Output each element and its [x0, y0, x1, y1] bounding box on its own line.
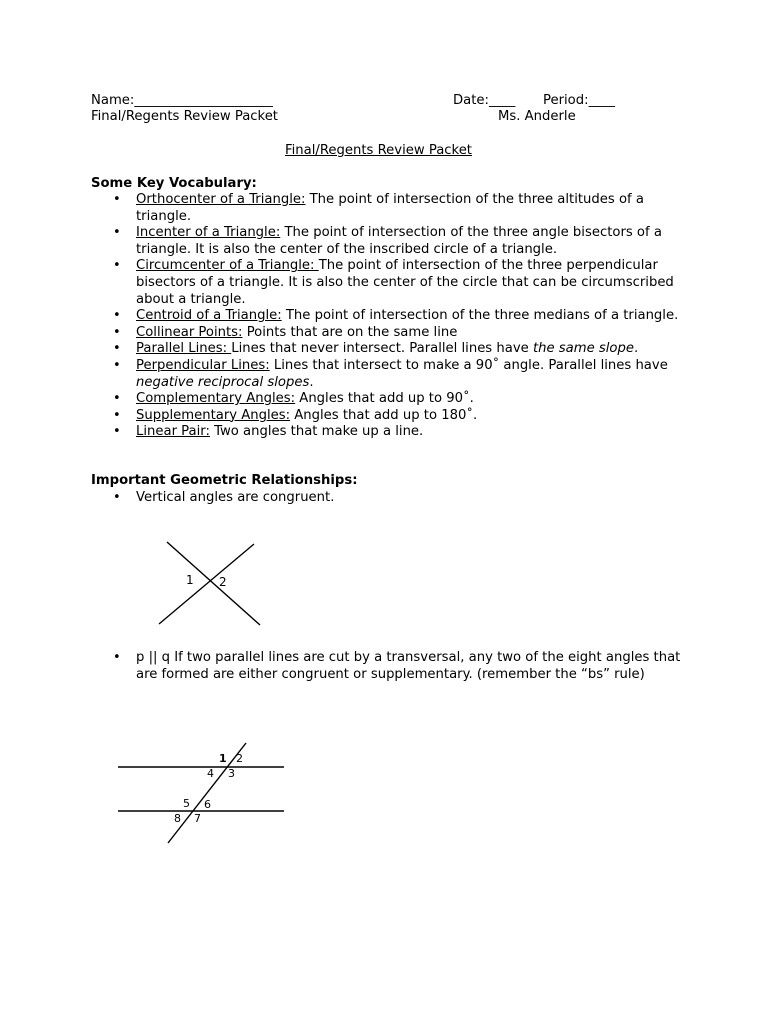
vocab-definition: Lines that never intersect. Parallel lines have — [231, 341, 533, 357]
vocab-term: Supplementary Angles: — [136, 407, 291, 423]
transversal-line — [168, 743, 246, 843]
vocab-term: Linear Pair: — [136, 424, 210, 440]
vocab-definition-emphasis: the same slope — [532, 341, 634, 357]
list-item — [113, 391, 693, 408]
vocab-definition: Points that are on the same line — [242, 324, 458, 340]
date-field-label: Date:____ — [453, 93, 516, 108]
angle-label-2: 2 — [236, 752, 243, 765]
vocab-term: Parallel Lines: — [136, 341, 232, 357]
vocab-term: Orthocenter of a Triangle: — [136, 192, 306, 207]
period-field-label: Period:____ — [543, 93, 615, 108]
vocab-definition: Angles that add up to 90˚. — [295, 391, 474, 407]
vocab-definition: The point of intersection of the three medians of a triangle. — [281, 308, 679, 324]
parallel-lines-figure — [110, 735, 290, 850]
list-item — [113, 358, 693, 391]
angle-label-2: 2 — [219, 575, 227, 589]
angle-label-3: 3 — [228, 767, 235, 780]
vocab-term: Incenter of a Triangle: — [136, 225, 281, 241]
vocab-definition-end: . — [309, 374, 314, 390]
vocab-definition: The point of intersection of the three perpendicular bisectors of a triangle. It is also the center of the circle that can be circumscribed about a triangle. — [136, 258, 674, 307]
page-title: Final/Regents Review Packet — [285, 143, 472, 158]
list-item — [113, 192, 693, 225]
list-item — [113, 341, 693, 358]
list-item — [113, 308, 693, 325]
list-item — [113, 424, 693, 441]
relationships-list-1 — [113, 490, 693, 507]
vocabulary-list — [113, 192, 693, 441]
angle-label-8: 8 — [174, 812, 181, 825]
vocab-term: Complementary Angles: — [136, 391, 296, 407]
list-item — [113, 325, 693, 342]
vocab-definition: Angles that add up to 180˚. — [290, 407, 478, 423]
vocabulary-heading: Some Key Vocabulary: — [91, 176, 257, 191]
vocab-definition: The point of intersection of the three angle bisectors of a triangle. It is also the center of the inscribed circle of a triangle. — [136, 225, 662, 257]
vocab-term: Centroid of a Triangle: — [136, 308, 282, 324]
packet-subtitle: Final/Regents Review Packet — [91, 109, 278, 124]
relationships-list-2 — [113, 650, 693, 683]
vocab-definition-emphasis: negative reciprocal slopes — [136, 374, 310, 390]
angle-label-5: 5 — [183, 797, 190, 810]
vocab-definition: Lines that intersect to make a 90˚ angle. Parallel lines have — [269, 357, 668, 373]
teacher-name: Ms. Anderle — [498, 109, 576, 124]
list-item — [113, 258, 693, 308]
list-item: • p || q If two parallel lines are cut by a transversal, any two of the eight angles that are formed are either congruent or supplementary. (remember the “bs” rule) — [113, 650, 693, 683]
relationships-heading: Important Geometric Relationships: — [91, 473, 358, 488]
line-b — [159, 544, 254, 624]
vocab-term: Perpendicular Lines: — [136, 357, 270, 373]
name-field-label: Name:_____________________ — [91, 93, 273, 108]
vocab-term: Collinear Points: — [136, 324, 243, 340]
list-item: • Vertical angles are congruent. — [113, 490, 693, 507]
angle-label-4: 4 — [207, 767, 214, 780]
vertical-angles-figure — [150, 535, 265, 630]
vocab-definition: The point of intersection of the three altitudes of a triangle. — [136, 192, 644, 224]
angle-label-1: 1 — [219, 752, 227, 765]
angle-label-7: 7 — [194, 812, 201, 825]
list-item — [113, 408, 693, 425]
vocab-definition-end: . — [633, 341, 639, 357]
vocab-term: Circumcenter of a Triangle: — [136, 258, 319, 274]
angle-label-6: 6 — [204, 798, 211, 811]
angle-label-1: 1 — [186, 573, 194, 587]
list-item — [113, 225, 693, 258]
vocab-definition: Two angles that make up a line. — [209, 424, 424, 440]
line-a — [167, 542, 260, 625]
